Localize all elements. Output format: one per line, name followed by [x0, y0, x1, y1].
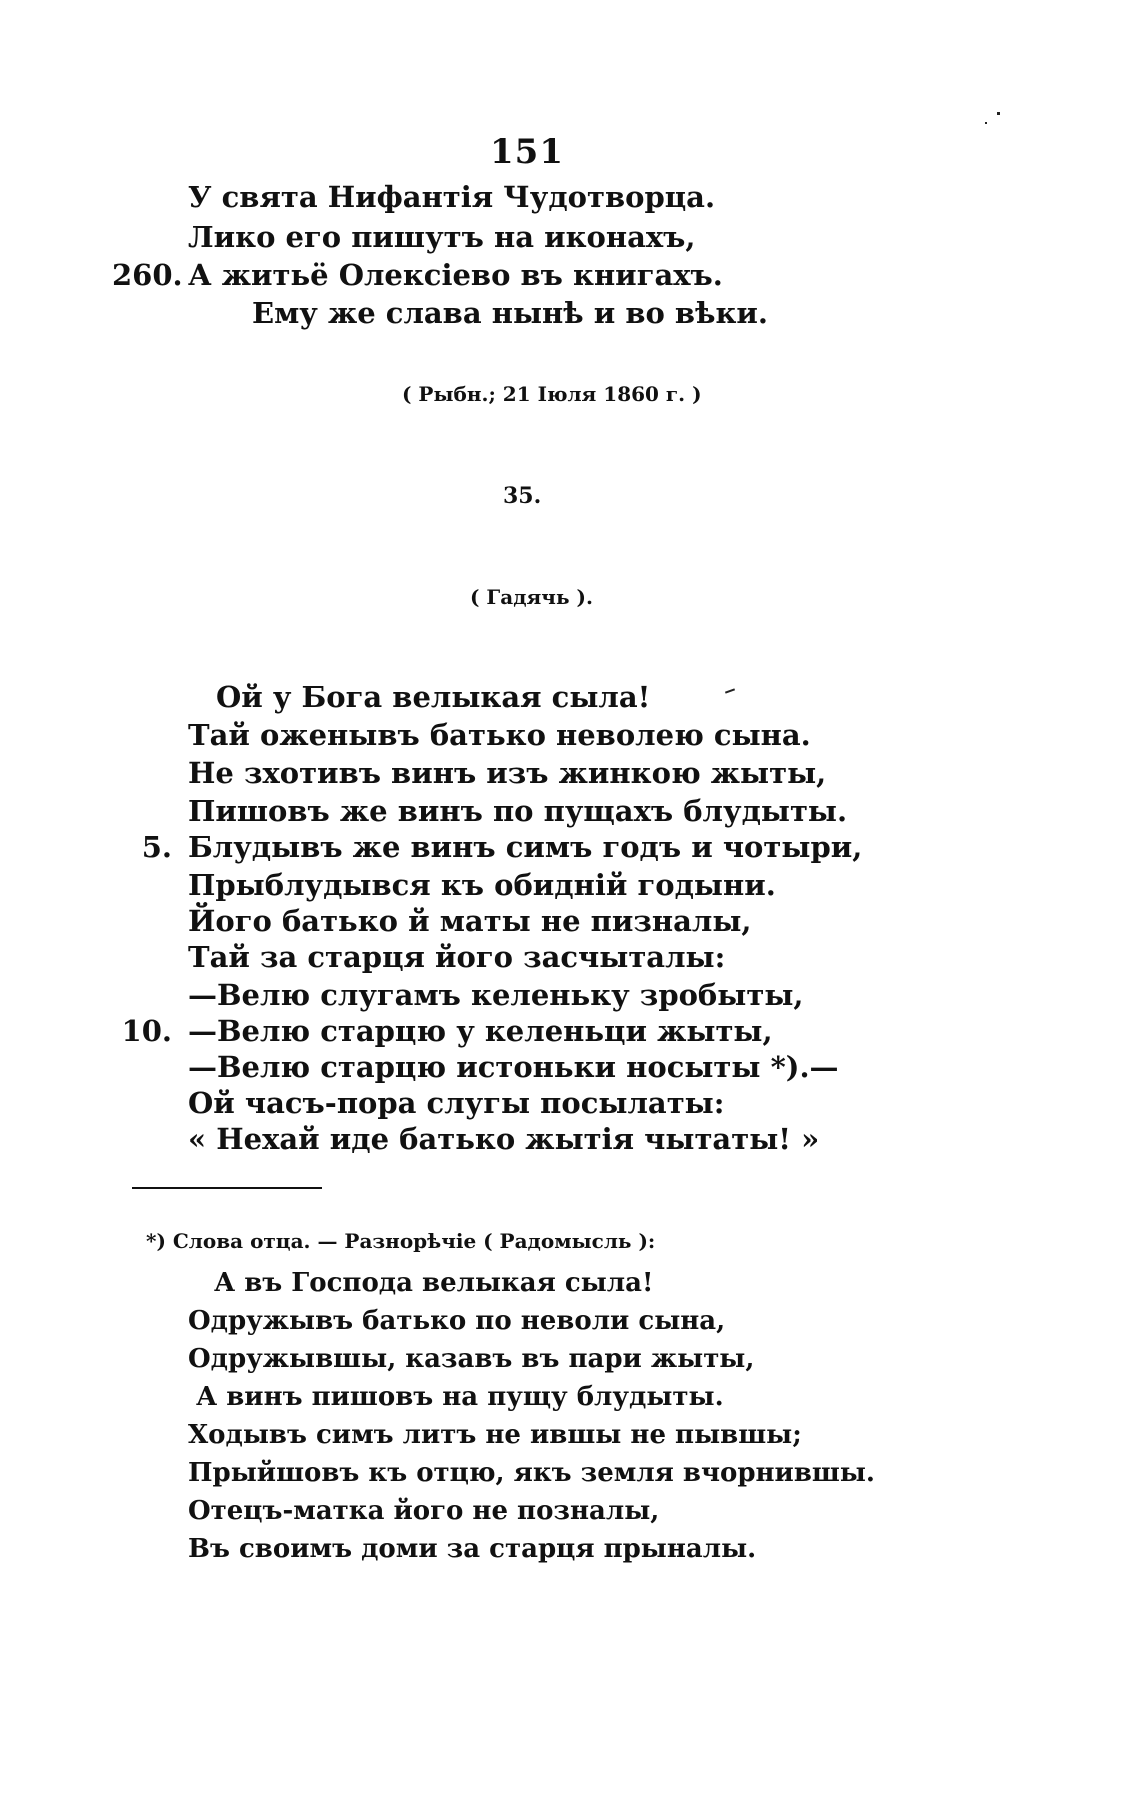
footnote-line: Одружывъ батько по неволи сына,	[188, 1306, 726, 1336]
line-number: 10.	[121, 1014, 172, 1048]
poem-line: Пишовъ же винъ по пущахъ блудыты.	[188, 794, 848, 828]
footnote-rule	[132, 1187, 322, 1189]
line-number: 5.	[141, 830, 172, 864]
poem-number: 35.	[503, 483, 542, 509]
poem-line: Тай за старця його засчыталы:	[188, 940, 726, 974]
poem-line: —Велю слугамъ келеньку зробыты,	[188, 978, 804, 1012]
poem-line: У свята Нифантія Чудотворца.	[188, 180, 716, 214]
poem-line: Не зхотивъ винъ изъ жинкою жыты,	[188, 756, 827, 790]
poem-line: Його батько й маты не пизналы,	[188, 904, 752, 938]
poem-line: Ой часъ-пора слугы посылаты:	[188, 1086, 725, 1120]
poem-line: Лико его пишутъ на иконахъ,	[188, 220, 696, 254]
footnote-line: А винъ пишовъ на пущу блудыты.	[196, 1382, 724, 1412]
scan-speck	[725, 688, 735, 693]
poem-line: Ой у Бога велыкая сыла!	[216, 680, 651, 714]
footnote-line: Отецъ-матка його не позналы,	[188, 1496, 660, 1526]
poem-line: Ему же слава нынѣ и во вѣки.	[252, 296, 769, 330]
footnote-line: Прыйшовъ къ отцю, якъ земля вчорнившы.	[188, 1458, 875, 1488]
poem-line: « Нехай иде батько жытія чытаты! »	[188, 1122, 820, 1156]
poem-line: Тай оженывъ батько неволею сына.	[188, 718, 811, 752]
page-number: 151	[490, 132, 564, 172]
footnote-line: Ходывъ симъ литъ не ившы не пывшы;	[188, 1420, 802, 1450]
scan-speck	[997, 112, 1000, 115]
footnote-line: Въ своимъ доми за старця прыналы.	[188, 1534, 757, 1564]
poem-line: —Велю старцю у келеньци жыты,	[188, 1014, 773, 1048]
poem-line: —Велю старцю истоньки носыты *).—	[188, 1050, 839, 1084]
scan-speck	[985, 122, 987, 124]
line-number: 260.	[112, 258, 183, 292]
footnote-line: А въ Господа велыкая сыла!	[214, 1268, 654, 1298]
source-note: ( Рыбн.; 21 Іюля 1860 г. )	[402, 382, 702, 406]
poem-line: Прыблудывся къ обидній годыни.	[188, 868, 776, 902]
footnote-line: Одружывшы, казавъ въ пари жыты,	[188, 1344, 755, 1374]
poem-line: Блудывъ же винъ симъ годъ и чотыри,	[188, 830, 863, 864]
footnote-heading: *) Слова отца. — Разнорѣчіе ( Радомысль ):	[146, 1229, 656, 1253]
place-heading: ( Гадячь ).	[470, 585, 593, 609]
poem-line: А житьё Олексіево въ книгахъ.	[188, 258, 723, 292]
